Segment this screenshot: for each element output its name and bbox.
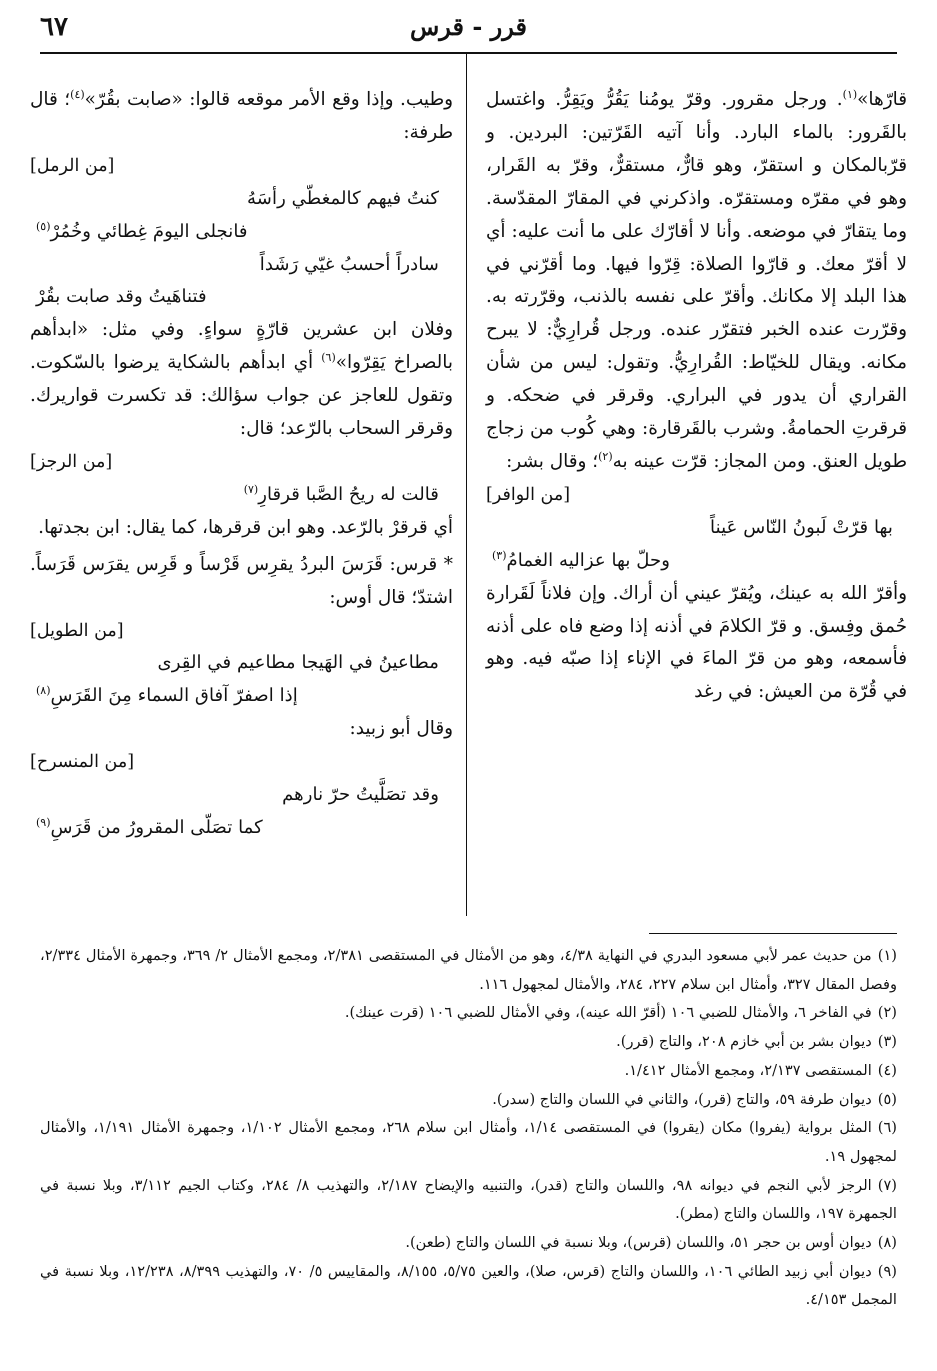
footnote-text: ديوان طرفة ٥٩، والتاج (قرر)، والثاني في اللسان والتاج (سدر). bbox=[492, 1090, 872, 1108]
meter-label: [من الرمل] bbox=[30, 155, 115, 176]
footnote bbox=[40, 1086, 897, 1115]
header-rule bbox=[40, 52, 897, 54]
text-run: ؛ قال طرفة: bbox=[30, 89, 453, 143]
footnote-text: في الفاخر ٦، والأمثال للضبي ١٠٦ (أقرّ الله عينه)، وفي الأمثال للضبي ١٠٦ (قرت عينك). bbox=[344, 1004, 872, 1022]
verse-line bbox=[30, 216, 453, 249]
footnote-number: (٢) bbox=[877, 1004, 897, 1022]
footnote-ref[interactable]: (٥) bbox=[36, 219, 51, 233]
meter-label: [من الرجز] bbox=[30, 451, 113, 472]
footnote-text: ديوان أبي زبيد الطائي ١٠٦، واللسان والتاج (قرس، صلا)، والعين ٥/٧٥، ٨/١٥٥، والمقاييس ٥/ ٧٠، والتهذيب ٨/٣٩٩، ١٢/٢٣٨، وبلا نسبة في المجمل ٤/١٥٣. bbox=[40, 1262, 897, 1309]
verse-line bbox=[486, 545, 907, 578]
verse-line: وقد تصَلَّيتُ حرّ نارهم bbox=[282, 784, 439, 806]
verse-text: وحلّ بها عزاليه الغمامُ bbox=[506, 549, 671, 571]
footnote-ref[interactable]: (٣) bbox=[492, 548, 507, 562]
verse-line bbox=[30, 812, 453, 845]
footnote-text: من حديث عمر لأبي مسعود البدري في النهاية ٤/٣٨، وهو من الأمثال في المستقصى ٢/٣٨١، ومجمع الأمثال ٢/ ٣٦٩، وجمهرة الأمثال ٢/٣٣٤، وفصل المقال ٣٢٧، وأمثال ابن سلام ٢٢٧، ٢٨٤، والأمثال لمجهول ١١٦. bbox=[40, 947, 897, 993]
footnote bbox=[40, 1057, 897, 1086]
text-run: أي ابدأهم بالشكاية يرضوا بالسّكوت. وتقول للعاجز عن جواب سؤالك: قد تكسرت قواريرك. وقرقر السحاب بالرّعد؛ قال: bbox=[30, 352, 453, 440]
verse-line: سادراً أحسبُ غيّي رَشَداً bbox=[259, 253, 439, 275]
page-header bbox=[40, 12, 897, 44]
paragraph bbox=[30, 314, 453, 446]
footnote-text: الرجز لأبي النجم في ديوانه ٩٨، واللسان والتاج (قدر)، والتنبيه والإيضاح ٢/١٨٧، والتهذيب ٨/ ٢٨٤، وكتاب الجيم ٣/١١٢، وبلا نسبة في الجمهرة ١٩٧، واللسان والتاج (مطر). bbox=[40, 1176, 897, 1223]
verse-line: مطاعينُ في الهَيجا مطاعيم في القِرى bbox=[157, 652, 439, 674]
text-run: وفلان ابن عشرين قارّةٍ سواءٍ. وفي مثل: «ابدأهم بالصراخ يَقِرّوا» bbox=[30, 319, 454, 374]
text-run: وطيب. وإذا وقع الأمر موقعه قالوا: «صابت بقُرّ» bbox=[84, 89, 453, 110]
footnote bbox=[40, 1229, 897, 1258]
footnote-text: المستقصى ٢/١٣٧، ومجمع الأمثال ١/٤١٢. bbox=[624, 1061, 872, 1079]
verse-line bbox=[30, 680, 453, 713]
page-number: ٦٧ bbox=[40, 12, 68, 42]
paragraph bbox=[486, 84, 907, 479]
footnote-number: (٦) bbox=[877, 1119, 897, 1137]
running-head: قرر - قرس bbox=[410, 12, 527, 41]
right-column bbox=[486, 84, 907, 709]
paragraph bbox=[30, 84, 453, 150]
footnote-number: (٥) bbox=[877, 1090, 897, 1108]
footnote-ref[interactable]: (٢) bbox=[598, 449, 613, 463]
verse-line: فتناهَيتُ وقد صابت بقُرْ bbox=[36, 286, 207, 308]
text-run: . ورجل مقرور. وقرّ يومُنا يَقُرُّ ويَقِرُّ. واغتسل بالقَرور: بالماء البارد. وأنا آتيه القَرّتين: البردين. و قرّبالمكان و استقرّ، وهو قارٌّ، مستقرٌّ، وقرّ به القَرار، وهو في مقرّه ومستقرّه. واذكرني في المقارّ المقدّسة. وما يتقارّ في موضعه. وأنا لا أقارّك على ما أنت عليه: أي لا أقرّ معك. و قارّوا الصلاة: قِرّوا فيها. وما أقرّني في هذا البلد إلا مكانك. وأقرّ على نفسه بالذنب، وقرّرته به. وقرّرت عنده الخبر فتقرّر عنده. ورجل قُرارِيٌّ: لا يبرح مكانه. ويقال للخيّاط: القُرارِيُّ. وتقول: ليس من شأن القراري أن يدور في البراري. وقرقر في ضحكه. و قرقرتِ الحمامةُ. وشرب بالقَرقارة: وهي كُوب من زجاج طويل العنق. ومن المجاز: قرّت عينه به bbox=[486, 89, 907, 472]
footnote-ref[interactable]: (٦) bbox=[321, 351, 336, 365]
text-run: قارّها» bbox=[857, 89, 907, 110]
footnote bbox=[40, 1114, 897, 1171]
footnote-number: (٤) bbox=[877, 1061, 897, 1079]
paragraph: وقال أبو زبيد: bbox=[349, 718, 453, 740]
footnote bbox=[40, 1258, 897, 1315]
footnote-ref[interactable]: (٧) bbox=[243, 482, 259, 496]
footnote-number: (٨) bbox=[877, 1234, 897, 1252]
footnote-ref[interactable]: (٨) bbox=[36, 684, 51, 698]
footnote-number: (٩) bbox=[877, 1262, 897, 1280]
footnote-text: المثل برواية (يفروا) مكان (يقروا) في المستقصى ١/١٤، وأمثال ابن سلام ٢٦٨، ومجمع الأمثال ١/١٠٢، وجمهرة الأمثال ١/١٩١، والأمثال لمجهول ١٩. bbox=[40, 1119, 897, 1165]
footnote-ref[interactable]: (١) bbox=[842, 87, 858, 101]
footnote-text: ديوان بشر بن أبي خازم ٢٠٨، والتاج (قرر). bbox=[616, 1033, 872, 1051]
entry-qrs: * قرس: قَرَسَ البردُ يقرِس قَرْساً و قَرِس يقرَس قَرَساً. اشتدّ؛ قال أوس: bbox=[30, 553, 453, 608]
column-divider bbox=[466, 54, 467, 916]
left-column bbox=[30, 84, 453, 845]
footnotes bbox=[40, 942, 897, 1315]
verse-text: فانجلى اليومَ غِطائي وخُمُرْ bbox=[50, 220, 248, 242]
footnote bbox=[40, 999, 897, 1028]
footnote bbox=[40, 1172, 897, 1229]
footnote-ref[interactable]: (٤) bbox=[70, 87, 85, 101]
verse-text: قالت له ريحُ الصَّبا قرقارِ bbox=[258, 483, 439, 505]
footnote-rule bbox=[649, 933, 897, 934]
verse-line: بها قرّتْ لَبونُ النّاس عَيناً bbox=[710, 516, 893, 538]
paragraph: أي قرقرْ بالرّعد. وهو ابن قرقرها، كما يقال: ابن بجدتها. bbox=[38, 516, 453, 538]
verse-line: كنتُ فيهم كالمغطّي رأسَهُ bbox=[247, 187, 439, 209]
text-run: ؛ وقال بشر: bbox=[506, 450, 599, 472]
meter-label: [من الطويل] bbox=[30, 620, 124, 641]
footnote bbox=[40, 1028, 897, 1057]
footnote-number: (٧) bbox=[877, 1176, 897, 1194]
verse-text: إذا اصفرّ آفاق السماء مِنَ القَرَسِ bbox=[50, 685, 298, 707]
verse-line bbox=[30, 479, 453, 512]
footnote bbox=[40, 942, 897, 999]
footnote-text: ديوان أوس بن حجر ٥١، واللسان (قرس)، وبلا نسبة في اللسان والتاج (طعن). bbox=[405, 1234, 872, 1252]
meter-label: [من المنسرح] bbox=[30, 752, 135, 773]
footnote-number: (٣) bbox=[877, 1033, 897, 1051]
meter-label: [من الوافر] bbox=[486, 484, 571, 505]
footnote-number: (١) bbox=[877, 947, 897, 964]
footnote-ref[interactable]: (٩) bbox=[36, 815, 51, 829]
paragraph: وأقرّ الله به عينك، ويُقرّ عيني أن أراك. وإن فلاناً لَقَرارة حُمق وفِسق. و قرّ الكلامَ في أذنه إذا وضع فاه على أذنه فأسمعه، وهو من قرّ الماءَ في الإناء إذا صبّه فيه. وهو في قُرّة من العيش: في رغد bbox=[486, 582, 907, 703]
verse-text: كما تصَلّى المقرورُ من قَرَسِ bbox=[50, 816, 263, 838]
